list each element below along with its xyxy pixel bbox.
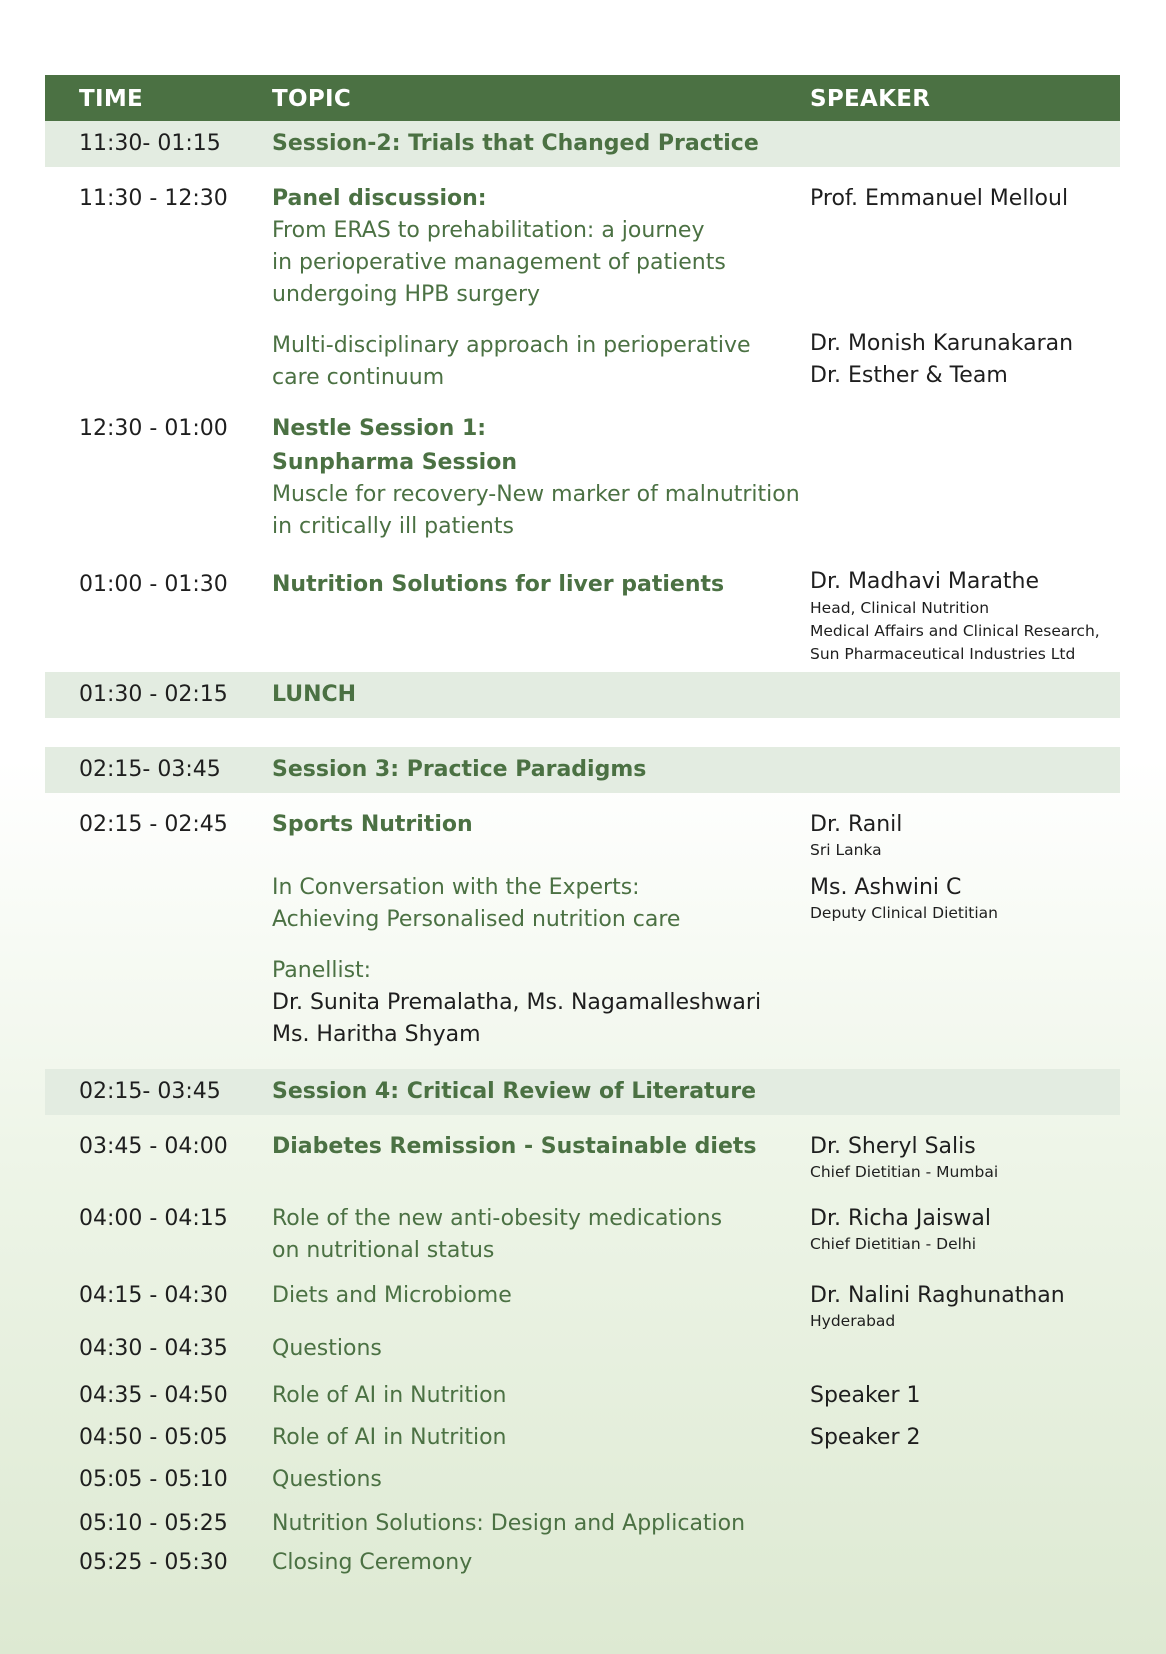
speaker-name: Speaker 1 [810,1383,921,1408]
session-time: 02:15- 03:45 [79,757,221,782]
speaker-name: Dr. Sheryl Salis [810,1134,976,1159]
time-column-header: TIME [79,86,144,112]
speaker-name: Speaker 2 [810,1425,921,1450]
speaker-affiliation: Medical Affairs and Clinical Research, [810,622,1100,640]
topic-line: on nutritional status [272,1238,495,1263]
speaker-affiliation: Head, Clinical Nutrition [810,599,990,617]
topic-line: Nutrition Solutions: Design and Application [272,1511,746,1536]
row-time: 02:15 - 02:45 [79,812,228,837]
speaker-affiliation: Chief Dietitian - Delhi [810,1235,977,1253]
topic-line: Multi-disciplinary approach in perioperative [272,333,751,358]
topic-title: Sunpharma Session [272,450,517,475]
row-time: 01:00 - 01:30 [79,572,228,597]
topic-title: Diabetes Remission - Sustainable diets [272,1134,757,1159]
speaker-affiliation: Hyderabad [810,1312,896,1330]
panellist-label: Panellist: [272,958,372,983]
topic-line: in critically ill patients [272,514,514,539]
topic-line: Questions [272,1467,382,1492]
topic-line: Role of the new anti-obesity medications [272,1206,723,1231]
topic-title: Nestle Session 1: [272,416,487,441]
topic-line: Muscle for recovery-New marker of malnutrition [272,482,800,507]
speaker-column-header: SPEAKER [810,86,931,112]
topic-title: Nutrition Solutions for liver patients [272,572,725,597]
speaker-name: Dr. Nalini Raghunathan [810,1283,1065,1308]
session-time: 01:30 - 02:15 [79,682,228,707]
session-time: 02:15- 03:45 [79,1079,221,1104]
panellist-names: Dr. Sunita Premalatha, Ms. Nagamalleshwari [272,990,762,1015]
topic-line: Closing Ceremony [272,1550,473,1575]
topic-line: care continuum [272,365,445,390]
topic-column-header: TOPIC [272,86,352,112]
session-title: LUNCH [272,682,357,707]
speaker-affiliation: Chief Dietitian - Mumbai [810,1163,999,1181]
session-time: 11:30- 01:15 [79,131,221,156]
session-title: Session 4: Critical Review of Literature [272,1079,757,1104]
row-time: 03:45 - 04:00 [79,1134,228,1159]
speaker-affiliation: Sri Lanka [810,841,882,859]
topic-title: Sports Nutrition [272,812,473,837]
row-time: 04:50 - 05:05 [79,1425,228,1450]
speaker-name: Dr. Esther & Team [810,363,1008,388]
topic-line: Role of AI in Nutrition [272,1425,507,1450]
topic-line: Questions [272,1336,382,1361]
row-time: 04:35 - 04:50 [79,1383,228,1408]
speaker-name: Prof. Emmanuel Melloul [810,186,1069,211]
topic-line: Diets and Microbiome [272,1283,512,1308]
topic-line: Achieving Personalised nutrition care [272,907,681,932]
topic-line: Role of AI in Nutrition [272,1383,507,1408]
speaker-name: Dr. Monish Karunakaran [810,331,1074,356]
row-time: 04:15 - 04:30 [79,1283,228,1308]
topic-line: in perioperative management of patients [272,250,726,275]
topic-line: undergoing HPB surgery [272,282,541,307]
row-time: 05:10 - 05:25 [79,1511,228,1536]
speaker-name: Dr. Madhavi Marathe [810,569,1040,594]
session-title: Session 3: Practice Paradigms [272,757,647,782]
topic-line: In Conversation with the Experts: [272,875,640,900]
row-time: 05:05 - 05:10 [79,1467,228,1492]
speaker-affiliation: Deputy Clinical Dietitian [810,904,998,922]
row-time: 04:00 - 04:15 [79,1206,228,1231]
row-time: 05:25 - 05:30 [79,1550,228,1575]
topic-title: Panel discussion: [272,186,487,211]
session-title: Session-2: Trials that Changed Practice [272,131,759,156]
speaker-name: Dr. Richa Jaiswal [810,1206,991,1231]
topic-line: From ERAS to prehabilitation: a journey [272,218,705,243]
speaker-name: Dr. Ranil [810,812,903,837]
row-time: 11:30 - 12:30 [79,186,228,211]
row-time: 12:30 - 01:00 [79,416,228,441]
speaker-affiliation: Sun Pharmaceutical Industries Ltd [810,645,1076,663]
table-header [45,75,1120,121]
speaker-name: Ms. Ashwini C [810,875,962,900]
row-time: 04:30 - 04:35 [79,1336,228,1361]
panellist-names: Ms. Haritha Shyam [272,1022,481,1047]
